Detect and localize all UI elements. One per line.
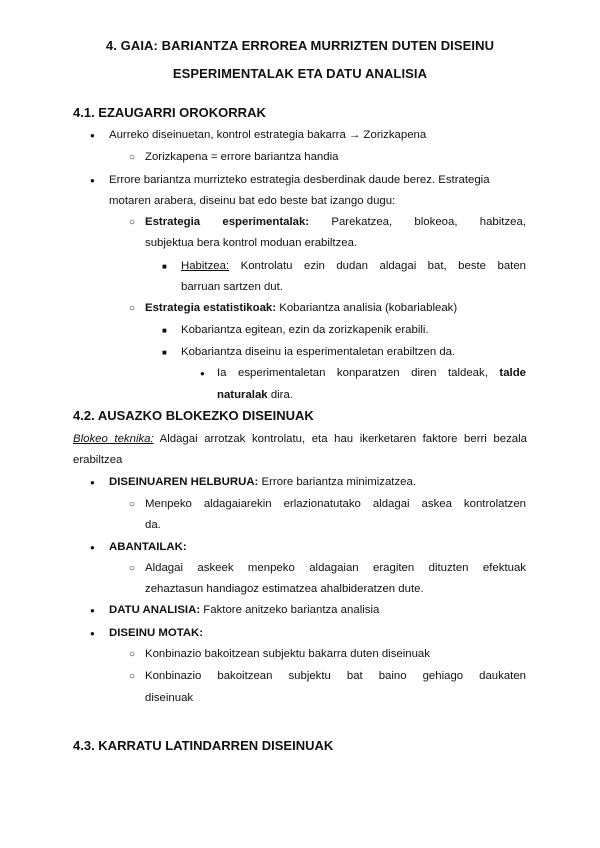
- bullet-circle-icon: [129, 647, 135, 662]
- bullet-disc-icon: [90, 626, 95, 641]
- list-item-continuation: subjektua bera kontrol moduan erabiltzea.: [145, 237, 358, 249]
- bullet-square-icon: [162, 345, 167, 360]
- list-item: Kobariantza egitean, ezin da zorizkapenik erabili.: [181, 324, 429, 336]
- document-title-line-2: ESPERIMENTALAK ETA DATU ANALISIA: [172, 66, 428, 81]
- bullet-disc-icon: [200, 366, 205, 381]
- list-item: Zorizkapena = errore bariantza handia: [145, 151, 339, 163]
- paragraph: [73, 432, 527, 446]
- label-italic-underlined: Blokeo teknika:: [73, 433, 154, 445]
- list-item: DISEINU MOTAK:: [109, 627, 204, 639]
- list-item: Errore bariantza murrizteko estrategia desberdinak daude berez. Estrategia: [109, 174, 490, 186]
- label-strong: DATU ANALISIA:: [109, 604, 201, 616]
- item-text: Errore bariantza minimizatzea.: [258, 476, 416, 488]
- list-item: Konbinazio bakoitzean subjektu bakarra duten diseinuak: [145, 648, 430, 660]
- bullet-circle-icon: [129, 301, 135, 316]
- item-text: Parekatzea, blokeoa, habitzea,: [309, 216, 526, 228]
- bullet-circle-icon: [129, 215, 135, 230]
- item-text: Faktore anitzeko bariantza analisia: [200, 604, 380, 616]
- section-heading-4-3: 4.3. KARRATU LATINDARREN DISEINUAK: [73, 738, 334, 753]
- label-strong: Estrategia esperimentalak:: [145, 216, 310, 228]
- list-item: [109, 475, 416, 489]
- paragraph-continuation: erabiltzea: [73, 454, 123, 466]
- label-strong: Estrategia estatistikoak:: [145, 302, 277, 314]
- list-item-continuation: diseinuak: [145, 692, 194, 704]
- item-text: Ia esperimentaletan konparatzen diren taldeak,: [217, 367, 500, 379]
- list-item: ABANTAILAK:: [109, 541, 187, 553]
- bullet-disc-icon: [90, 128, 95, 143]
- label-strong: DISEINUAREN HELBURUA:: [109, 476, 259, 488]
- item-text: Kontrolatu ezin dudan aldagai bat, beste baten: [229, 260, 526, 272]
- paragraph-text: Aldagai arrotzak kontrolatu, eta hau ikerketaren faktore berri bezala: [153, 433, 527, 445]
- list-item: [109, 603, 379, 617]
- document-title-line-1: 4. GAIA: BARIANTZA ERROREA MURRIZTEN DUTEN DISEINU: [105, 38, 495, 53]
- list-item-continuation: motaren arabera, diseinu bat edo beste bat izango dugu:: [109, 195, 396, 207]
- list-item: [145, 301, 457, 315]
- list-item: Aurreko diseinuetan, kontrol estrategia bakarra → Zorizkapena: [109, 129, 427, 141]
- label-underlined: Habitzea:: [181, 260, 230, 272]
- bullet-disc-icon: [90, 603, 95, 618]
- item-text: dira.: [267, 389, 293, 401]
- list-item-continuation: barruan sartzen dut.: [181, 281, 283, 293]
- item-text-strong: naturalak: [217, 389, 268, 401]
- bullet-circle-icon: [129, 669, 135, 684]
- list-item-continuation: zehaztasun handiagoz estimatzea ahalbideratzen dute.: [145, 583, 424, 595]
- list-item: Aldagai askeek menpeko aldagaian eragiten dituzten efektuak: [145, 562, 526, 574]
- bullet-square-icon: [162, 259, 167, 274]
- list-item: Kobariantza diseinu ia esperimentaletan erabiltzen da.: [181, 346, 456, 358]
- bullet-disc-icon: [90, 540, 95, 555]
- section-heading-4-2: 4.2. AUSAZKO BLOKEZKO DISEINUAK: [73, 408, 314, 423]
- list-item: [217, 366, 526, 380]
- item-text: Kobariantza analisia (kobariableak): [276, 302, 458, 314]
- list-item: [145, 215, 526, 229]
- item-text-strong: talde: [499, 367, 526, 379]
- bullet-circle-icon: [129, 561, 135, 576]
- list-item: Menpeko aldagaiarekin erlazionatutako aldagai askea kontrolatzen: [145, 498, 526, 510]
- list-item: [181, 259, 526, 273]
- list-item: Konbinazio bakoitzean subjektu bat baino gehiago daukaten: [145, 670, 526, 682]
- bullet-disc-icon: [90, 173, 95, 188]
- bullet-disc-icon: [90, 475, 95, 490]
- bullet-square-icon: [162, 323, 167, 338]
- section-heading-4-1: 4.1. EZAUGARRI OROKORRAK: [73, 105, 266, 120]
- bullet-circle-icon: [129, 497, 135, 512]
- bullet-circle-icon: [129, 150, 135, 165]
- list-item-continuation: [217, 388, 293, 402]
- list-item-continuation: da.: [145, 519, 161, 531]
